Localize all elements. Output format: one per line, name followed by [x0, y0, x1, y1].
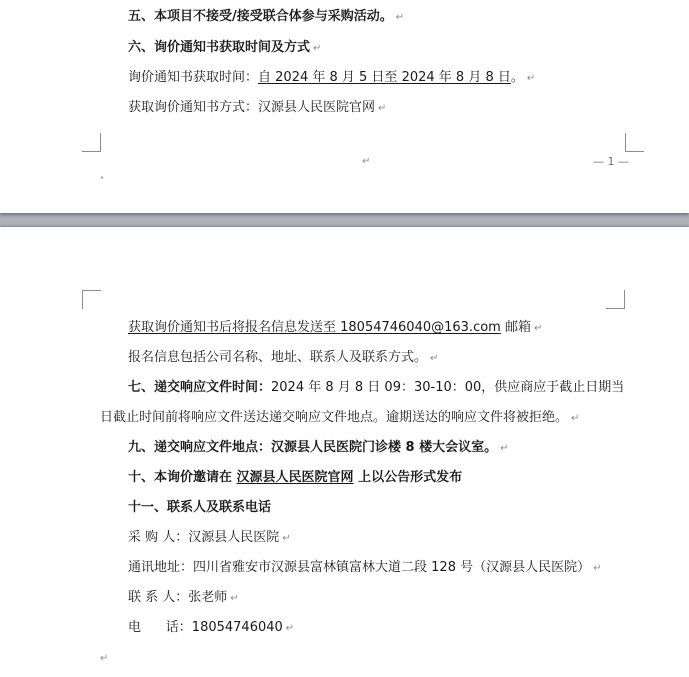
contact-phone: 电 话：18054746040 ↵: [128, 620, 295, 635]
paragraph-submission-location: 九、递交响应文件地点：汉源县人民医院门诊楼 8 楼大会议室。 ↵: [128, 440, 509, 455]
crop-mark-top-left: [82, 290, 101, 309]
paragraph-send-registration: 获取询价通知书后将报名信息发送至 18054746040@163.com 邮箱 ↵: [128, 320, 543, 335]
paragraph-acquisition-method: 获取询价通知书方式：汉源县人民医院官网 ↵: [128, 100, 387, 115]
document-page-2[interactable]: [0, 227, 689, 677]
paragraph-registration-info: 报名信息包括公司名称、地址、联系人及联系方式。 ↵: [128, 350, 439, 365]
page-number: — 1 —: [593, 155, 629, 168]
heading-contact: 十一、联系人及联系电话: [128, 500, 272, 515]
paragraph-submission-time-cont: 日截止时间前将响应文件送达递交响应文件地点。逾期送达的响应文件将被拒绝。 ↵: [100, 410, 580, 425]
document-page-1[interactable]: [0, 0, 689, 213]
heading-notice-acquisition: 六、询价通知书获取时间及方式 ↵: [128, 40, 322, 55]
paragraph-announcement: 十、本询价邀请在 汉源县人民医院官网 上以公告形式发布: [128, 470, 463, 485]
crop-mark-top-right: [606, 290, 625, 309]
paragraph-mark-final: ↵: [100, 653, 109, 664]
paragraph-mark-footer: ↵: [362, 156, 371, 167]
paragraph-acquisition-time: 询价通知书获取时间：自 2024 年 8 月 5 日至 2024 年 8 月 8 日。 ↵: [128, 70, 536, 85]
crop-mark-bottom-left: [82, 133, 101, 152]
contact-buyer: 采 购 人：汉源县人民医院 ↵: [128, 530, 291, 545]
paragraph-joint-venture: 五、本项目不接受/接受联合体参与采购活动。 ↵: [128, 9, 405, 24]
email-link[interactable]: 18054746040@163.com: [340, 320, 501, 335]
paragraph-submission-time: 七、递交响应文件时间：2024 年 8 月 8 日 09：30-10：00，供应商应于截止日期当: [128, 380, 625, 395]
contact-address: 通讯地址：四川省雅安市汉源县富林镇富林大道二段 128 号（汉源县人民医院） ↵: [128, 560, 602, 575]
crop-mark-bottom-right: [625, 133, 644, 152]
paragraph-mark-end: ˖: [100, 172, 104, 183]
contact-person: 联 系 人：张老师 ↵: [128, 590, 239, 605]
